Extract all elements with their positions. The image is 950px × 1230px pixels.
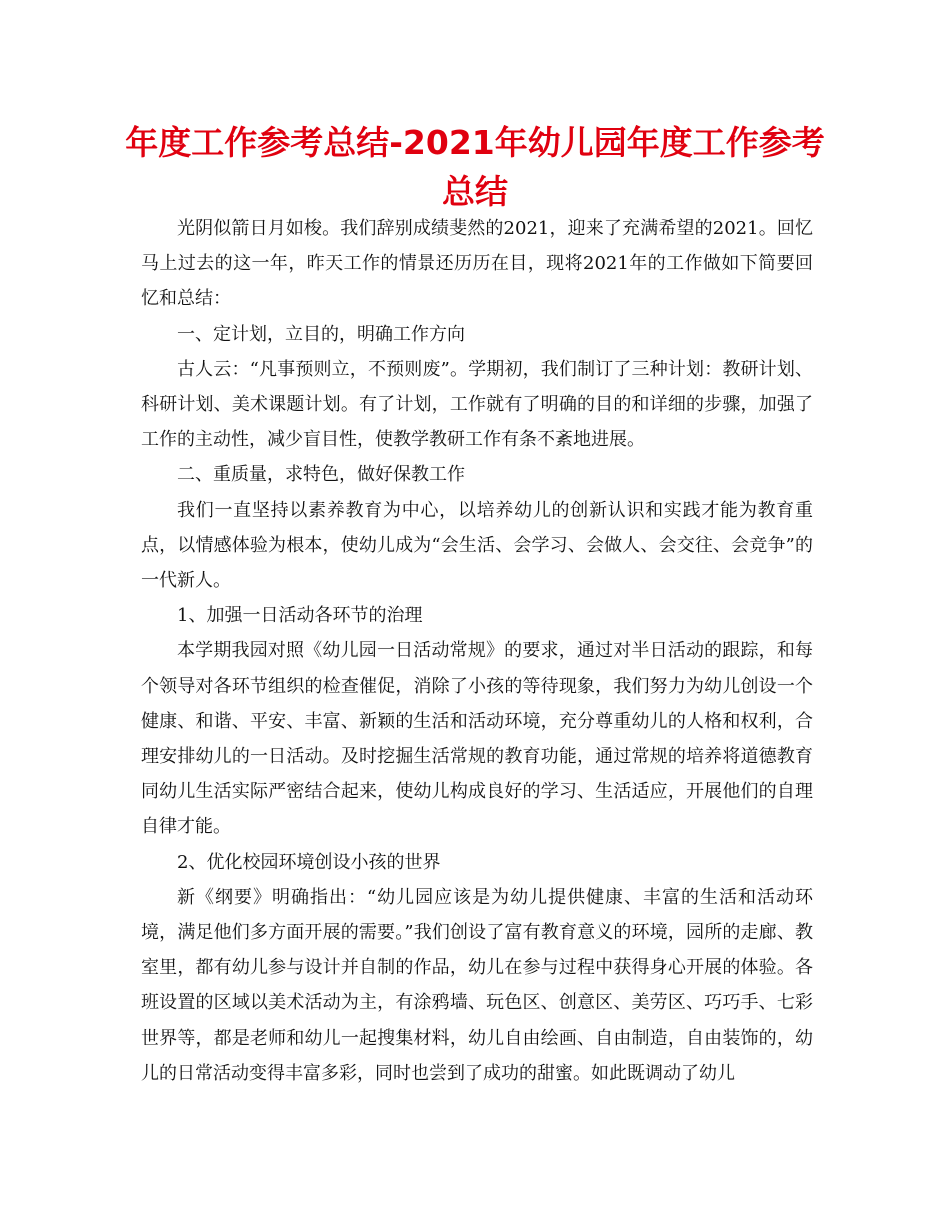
paragraph-environment: 新《纲要》明确指出：“幼儿园应该是为幼儿提供健康、丰富的生活和活动环境，满足他们多方面开展的需要。”我们创设了富有教育意义的环境，园所的走廊、教室里，都有幼儿参与设计并自制的作品，幼儿在参与过程中获得身心开展的体验。各班设置的区域以美术活动为主，有涂鸦墙、玩色区、创意区、美劳区、巧巧手、七彩世界等，都是老师和幼儿一起搜集材料，幼儿自由绘画、自由制造，自由装饰的，幼儿的日常活动变得丰富多彩，同时也尝到了成功的甜蜜。如此既调动了幼儿 xyxy=(141,886,813,1084)
heading-section-2: 二、重质量，求特色，做好保教工作 xyxy=(177,464,465,486)
paragraph-daily-activities: 本学期我园对照《幼儿园一日活动常规》的要求，通过对半日活动的跟踪，和每个领导对各环节组织的检查催促，消除了小孩的等待现象，我们努力为幼儿创设一个健康、和谐、平安、丰富、新颖的生活和活动环境，充分尊重幼儿的人格和权利，合理安排幼儿的一日活动。及时挖掘生活常规的教育功能，通过常规的培养将道德教育同幼儿生活实际严密结合起来，使幼儿构成良好的学习、生活适应，开展他们的自理自律才能。 xyxy=(141,640,813,838)
paragraph-planning: 古人云：“凡事预则立，不预则废”。学期初，我们制订了三种计划：教研计划、科研计划、美术课题计划。有了计划，工作就有了明确的目的和详细的步骤，加强了工作的主动性，减少盲目性，使教学教研工作有条不紊地进展。 xyxy=(141,358,813,451)
heading-subsection-2: 2、优化校园环境创设小孩的世界 xyxy=(177,851,441,873)
document-body xyxy=(141,211,813,1091)
document-title: 年度工作参考总结-2021年幼儿园年度工作参考总结 xyxy=(125,123,825,211)
heading-subsection-1: 1、加强一日活动各环节的治理 xyxy=(177,605,423,627)
paragraph-quality: 我们一直坚持以素养教育为中心，以培养幼儿的创新认识和实践才能为教育重点，以情感体验为根本，使幼儿成为“会生活、会学习、会做人、会交往、会竞争”的一代新人。 xyxy=(141,499,813,592)
paragraph-intro: 光阴似箭日月如梭。我们辞别成绩斐然的2021，迎来了充满希望的2021。回忆马上过去的这一年，昨天工作的情景还历历在目，现将2021年的工作做如下简要回忆和总结： xyxy=(141,218,813,310)
heading-section-1: 一、定计划，立目的，明确工作方向 xyxy=(177,323,465,345)
